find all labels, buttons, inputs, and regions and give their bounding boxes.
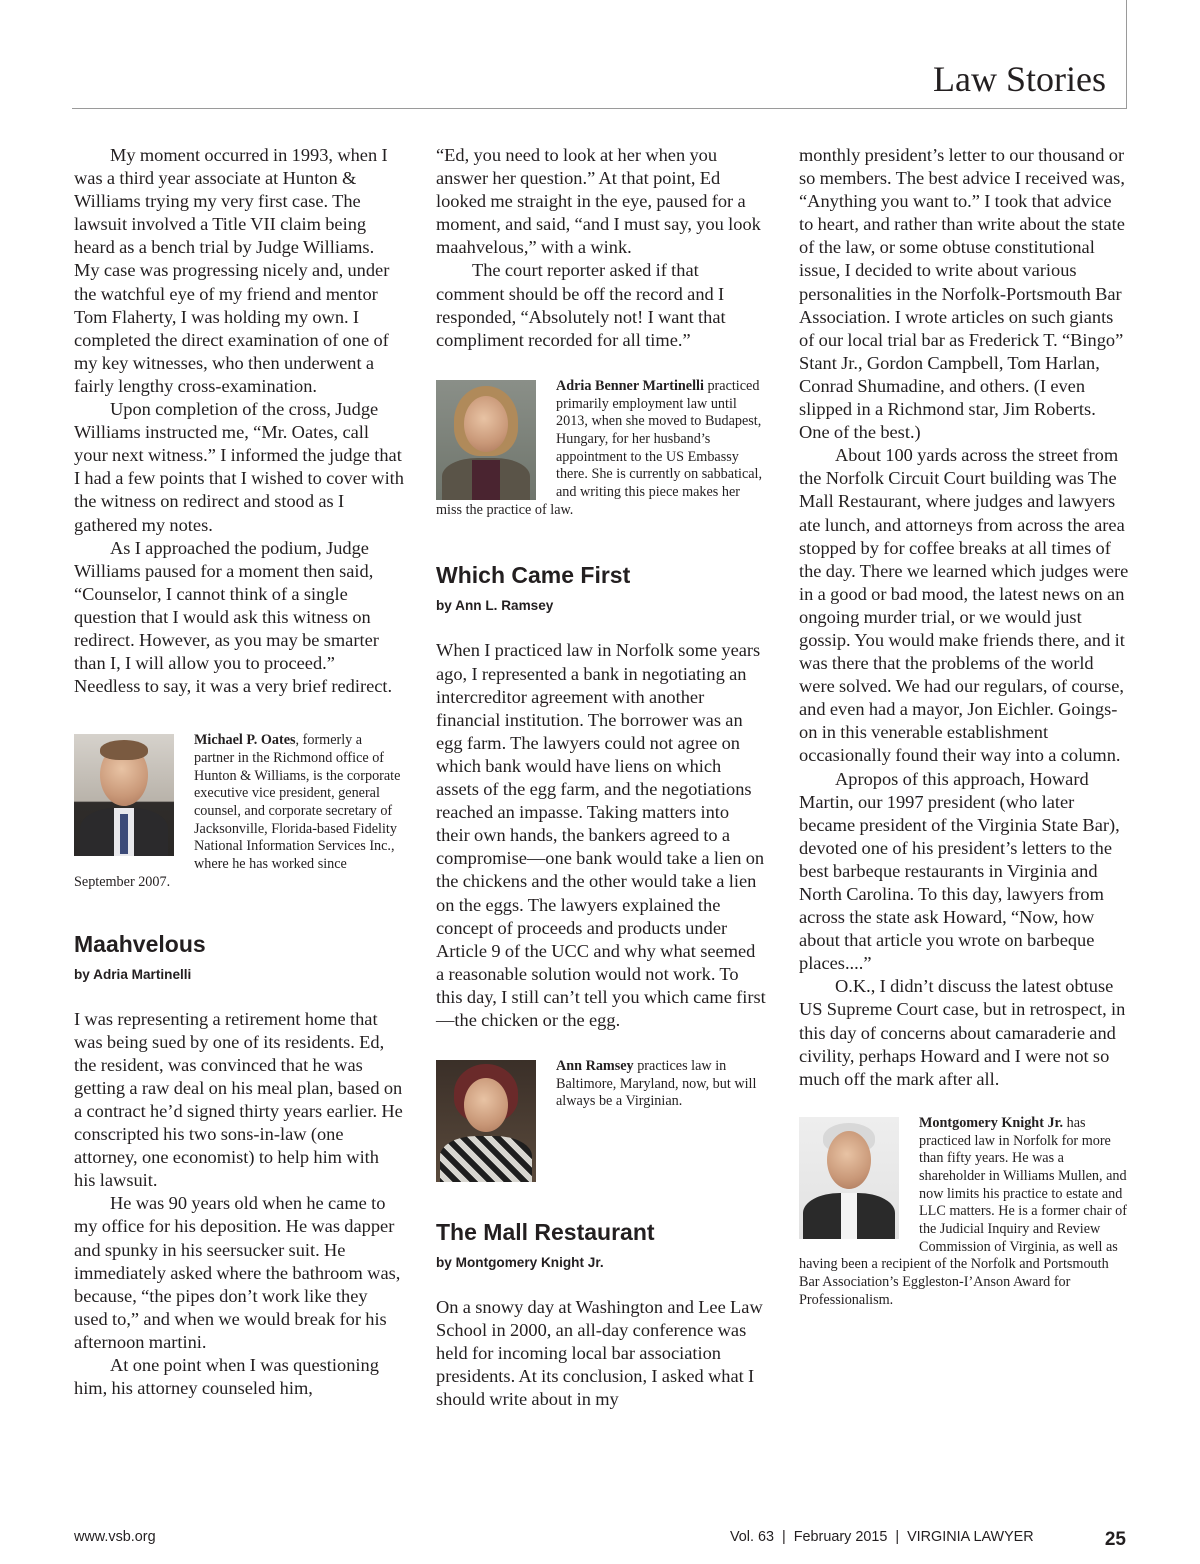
paragraph: My moment occurred in 1993, when I was a third year associate at Hunton & Williams trying my very first case. The lawsuit involved a Title VII claim being heard as a bench trial by Judge Williams. My case was progressing nicely and, under the watchful eye of my friend and mentor Tom Flaherty, I was holding my own. I completed the direct examination of one of my key witnesses, who then underwent a fairly lengthy cross-examination. bbox=[74, 145, 390, 396]
story-title-mall-restaurant: The Mall Restaurant bbox=[436, 1219, 655, 1246]
paragraph: I was representing a retirement home that was being sued by one of its residents. Ed, the resident, was convinced that he was getting a raw deal on his meal plan, based on a contract he’d signed thirty years earlier. He conscripted his two sons-in-law (one attorney, one economist) to help him with his lawsuit. bbox=[74, 1008, 403, 1191]
bio-body: , formerly a partner in the Richmond office of Hunton & Williams, is the corporate executive vice president, general counsel, and corporate secretary of Jacksonville, Florida-based Fidelity National Information Services Inc., where he has worked since September 2007. bbox=[74, 732, 401, 890]
column-3 bbox=[799, 144, 1129, 1310]
author-bio-oates bbox=[74, 732, 404, 891]
bio-name: Ann Ramsey bbox=[556, 1058, 634, 1075]
paragraph: He was 90 years old when he came to my office for his deposition. He was dapper and spunky in his seersucker suit. He immediately asked where the bathroom was, because, “the pipes don’t work like they used to,” and when we would break for his afternoon martini. bbox=[74, 1193, 401, 1352]
author-bio-martinelli bbox=[436, 378, 766, 520]
paragraph: The court reporter asked if that comment should be off the record and I responded, “Absolutely not! I want that compliment recorded for all time.” bbox=[436, 260, 726, 350]
bio-name: Montgomery Knight Jr. bbox=[919, 1114, 1064, 1131]
paragraph: At one point when I was questioning him, his attorney counseled him, bbox=[74, 1354, 379, 1399]
author-photo-oates bbox=[74, 734, 174, 856]
header-vertical-rule bbox=[1126, 0, 1127, 108]
section-title: Law Stories bbox=[933, 59, 1106, 99]
paragraph: monthly president’s letter to our thousand or so members. The best advice I received was, “Anything you want to.” I took that advice to heart, and rather than write about the state of the law, or some obtuse constitutional issue, I decided to write about various personalities in the Norfolk-Portsmouth Bar Association. I wrote articles on such giants of our local trial bar as Frederick T. “Bingo” Stant Jr., Gordon Campbell, Tom Harlan, Conrad Shumadine, and others. (I even slipped in a Richmond star, Jim Roberts. One of the best.) bbox=[799, 145, 1125, 443]
paragraph: When I practiced law in Norfolk some years ago, I represented a bank in negotiating an intercreditor agreement with another financial institution. The borrower was an egg farm. The lawyers could not agree on which bank would have liens on which assets of the egg farm, and the negotiations reached an impasse. Taking matters into their own hands, the bankers agreed to a compromise—one bank would take a lien on the chickens and the other would take a lien on the eggs. The lawyers explained the concept of proceeds and products under Article 9 of the UCC and why what seemed a reasonable solution would not work. To this day, I still can’t tell you which came first—the chicken or the egg. bbox=[436, 640, 766, 1030]
header-horizontal-rule bbox=[72, 108, 1127, 109]
column-2 bbox=[436, 144, 766, 1412]
footer-website: www.vsb.org bbox=[74, 1529, 156, 1545]
author-photo-martinelli bbox=[436, 380, 536, 500]
byline-mall-restaurant: by Montgomery Knight Jr. bbox=[436, 1255, 604, 1271]
paragraph: Upon completion of the cross, Judge Williams instructed me, “Mr. Oates, call your next witness.” I informed the judge that I had a few points that I wished to cover with the witness on redirect and stood as I gathered my notes. bbox=[74, 399, 404, 535]
paragraph: Apropos of this approach, Howard Martin, our 1997 president (who later became president of the Virginia State Bar), devoted one of his president’s letters to the best barbeque restaurants in Virginia and North Carolina. To this day, lawyers from across the state ask Howard, “Now, how about that article you wrote on barbeque places....” bbox=[799, 768, 1120, 974]
bio-body: has practiced law in Norfolk for more than fifty years. He was a shareholder in Williams Mullen, and now limits his practice to estate and LLC matters. He is a former chair of the Judicial Inquiry and Review Commission of Virginia, as well as having been a recipient of the Norfolk and Portsmouth Bar Association’s Eggleston-I’Anson Award for Professionalism. bbox=[799, 1114, 1128, 1308]
story-title-maahvelous: Maahvelous bbox=[74, 930, 206, 957]
paragraph: On a snowy day at Washington and Lee Law School in 2000, an all-day conference was held for incoming local bar association presidents. At its conclusion, I asked what I should write about in my bbox=[436, 1297, 763, 1410]
story-title-which-came-first: Which Came First bbox=[436, 562, 631, 589]
page-number: 25 bbox=[1104, 1529, 1126, 1550]
column-1 bbox=[74, 144, 404, 1400]
byline-maahvelous: by Adria Martinelli bbox=[74, 966, 192, 982]
bio-name: Adria Benner Martinelli bbox=[556, 377, 704, 394]
footer-issue: Vol. 63 | February 2015 | VIRGINIA LAWYER bbox=[730, 1529, 1034, 1545]
paragraph: “Ed, you need to look at her when you answer her question.” At that point, Ed looked me straight in the eye, paused for a moment, and said, “and I must say, you look maahvelous,” with a wink. bbox=[436, 145, 761, 258]
paragraph: About 100 yards across the street from the Norfolk Circuit Court building was The Mall Restaurant, where judges and lawyers ate lunch, and attorneys from across the area stopped by for coffee breaks at all times of the day. There we learned which judges were in a good or bad mood, the latest news on an ongoing murder trial, or we would just gossip. You would make friends there, and it was there that the problems of the world were solved. We had our regulars, of course, and even had a mayor, Jon Eichler. Goings-on in this venerable establishment occasionally found their way into a column. bbox=[799, 445, 1129, 766]
author-photo-knight bbox=[799, 1117, 899, 1239]
author-bio-knight bbox=[799, 1115, 1129, 1310]
bio-body: practiced primarily employment law until 2013, when she moved to Budapest, Hungary, for her husband’s appointment to the US Embassy there. She is currently on sabbatical, and writing this piece makes her miss the practice of law. bbox=[436, 377, 763, 518]
bio-body: practices law in Baltimore, Maryland, now, but will always be a Virginian. bbox=[556, 1058, 757, 1110]
byline-which-came-first: by Ann L. Ramsey bbox=[436, 598, 554, 614]
bio-name: Michael P. Oates bbox=[194, 732, 296, 749]
author-photo-ramsey bbox=[436, 1060, 536, 1182]
author-bio-ramsey bbox=[436, 1058, 766, 1182]
paragraph: O.K., I didn’t discuss the latest obtuse US Supreme Court case, but in retrospect, in this day of concerns about camaraderie and civility, perhaps Howard and I were not so much off the mark after all. bbox=[799, 976, 1126, 1089]
paragraph: As I approached the podium, Judge Williams paused for a moment then said, “Counselor, I cannot think of a single question that I would ask this witness on redirect. However, as you may be smarter than I, I will allow you to proceed.” Needless to say, it was a very brief redirect. bbox=[74, 537, 393, 697]
